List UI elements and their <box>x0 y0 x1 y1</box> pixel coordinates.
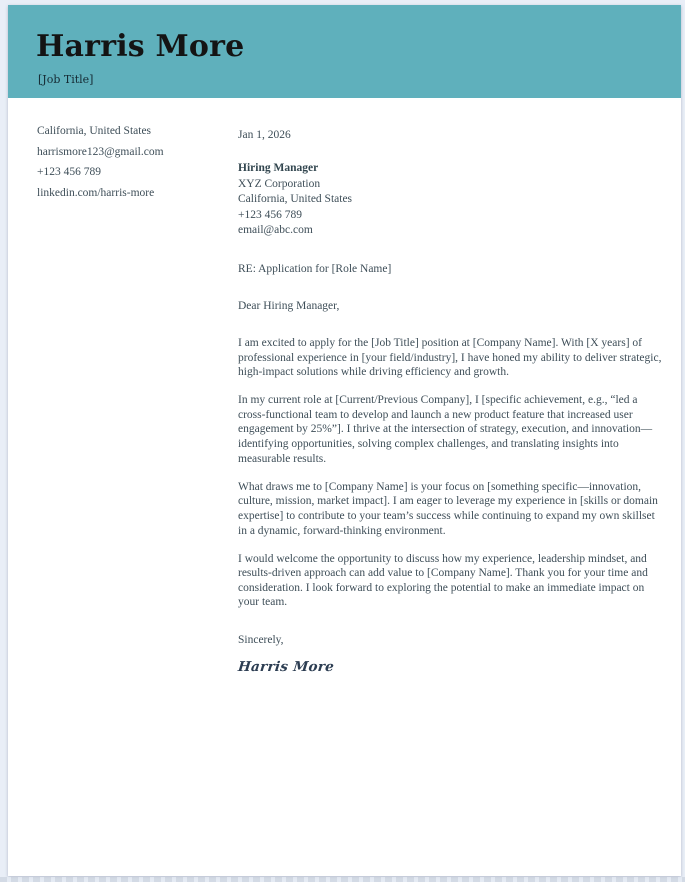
recipient-email: email@abc.com <box>238 224 313 237</box>
signature: Harris More <box>237 658 335 675</box>
closing-salutation: Sincerely, <box>238 633 284 646</box>
paragraph-closing-ask: I would welcome the opportunity to discuss how my experience, leadership mindset, and results-driven approach can add value to [Company Name]. Thank you for your time and consideration. I look forward to exploring the potential to make an immediate impact on your team. <box>238 552 648 609</box>
subject-line: RE: Application for [Role Name] <box>238 262 392 275</box>
person-job-title: [Job Title] <box>38 73 94 86</box>
recipient-phone: +123 456 789 <box>238 208 302 221</box>
letter-body <box>238 128 662 675</box>
contact-location: California, United States <box>37 125 152 137</box>
page-bottom-edge-divider <box>0 877 685 882</box>
paragraph-intro: I am excited to apply for the [Job Title] position at [Company Name]. With [X years] of professional experience in [your field/industry], I have honed my ability to deliver strategic, high-impact solutions while driving efficiency and growth. <box>238 336 662 379</box>
letter-date: Jan 1, 2026 <box>238 129 291 141</box>
paragraph-experience: In my current role at [Current/Previous Company], I [specific achievement, e.g., “led a cross-functional team to develop and launch a new product feature that increased user engagement by 25%”]. I thrive at the intersection of strategy, execution, and innovation—identifying opportunities, solving complex challenges, and translating insights into measurable results. <box>238 394 653 465</box>
header-band <box>8 5 681 98</box>
recipient-company: XYZ Corporation <box>238 177 321 190</box>
cover-letter-page <box>8 5 681 876</box>
recipient-block <box>238 161 662 239</box>
paragraph-motivation: What draws me to [Company Name] is your focus on [something specific—innovation, culture, mission, market impact]. I am eager to leverage my experience in [skills or domain expertise] to contribute to your team’s success while continuing to expand my own skillset in a dynamic, forward-thinking environment. <box>238 480 658 537</box>
person-name: Harris More <box>36 29 245 64</box>
contact-email: harrismore123@gmail.com <box>37 145 164 158</box>
contact-sidebar <box>37 124 227 206</box>
contact-linkedin: linkedin.com/harris-more <box>37 186 155 199</box>
salutation: Dear Hiring Manager, <box>238 299 340 312</box>
contact-phone: +123 456 789 <box>37 166 101 178</box>
recipient-name: Hiring Manager <box>238 162 319 174</box>
recipient-location: California, United States <box>238 193 353 206</box>
